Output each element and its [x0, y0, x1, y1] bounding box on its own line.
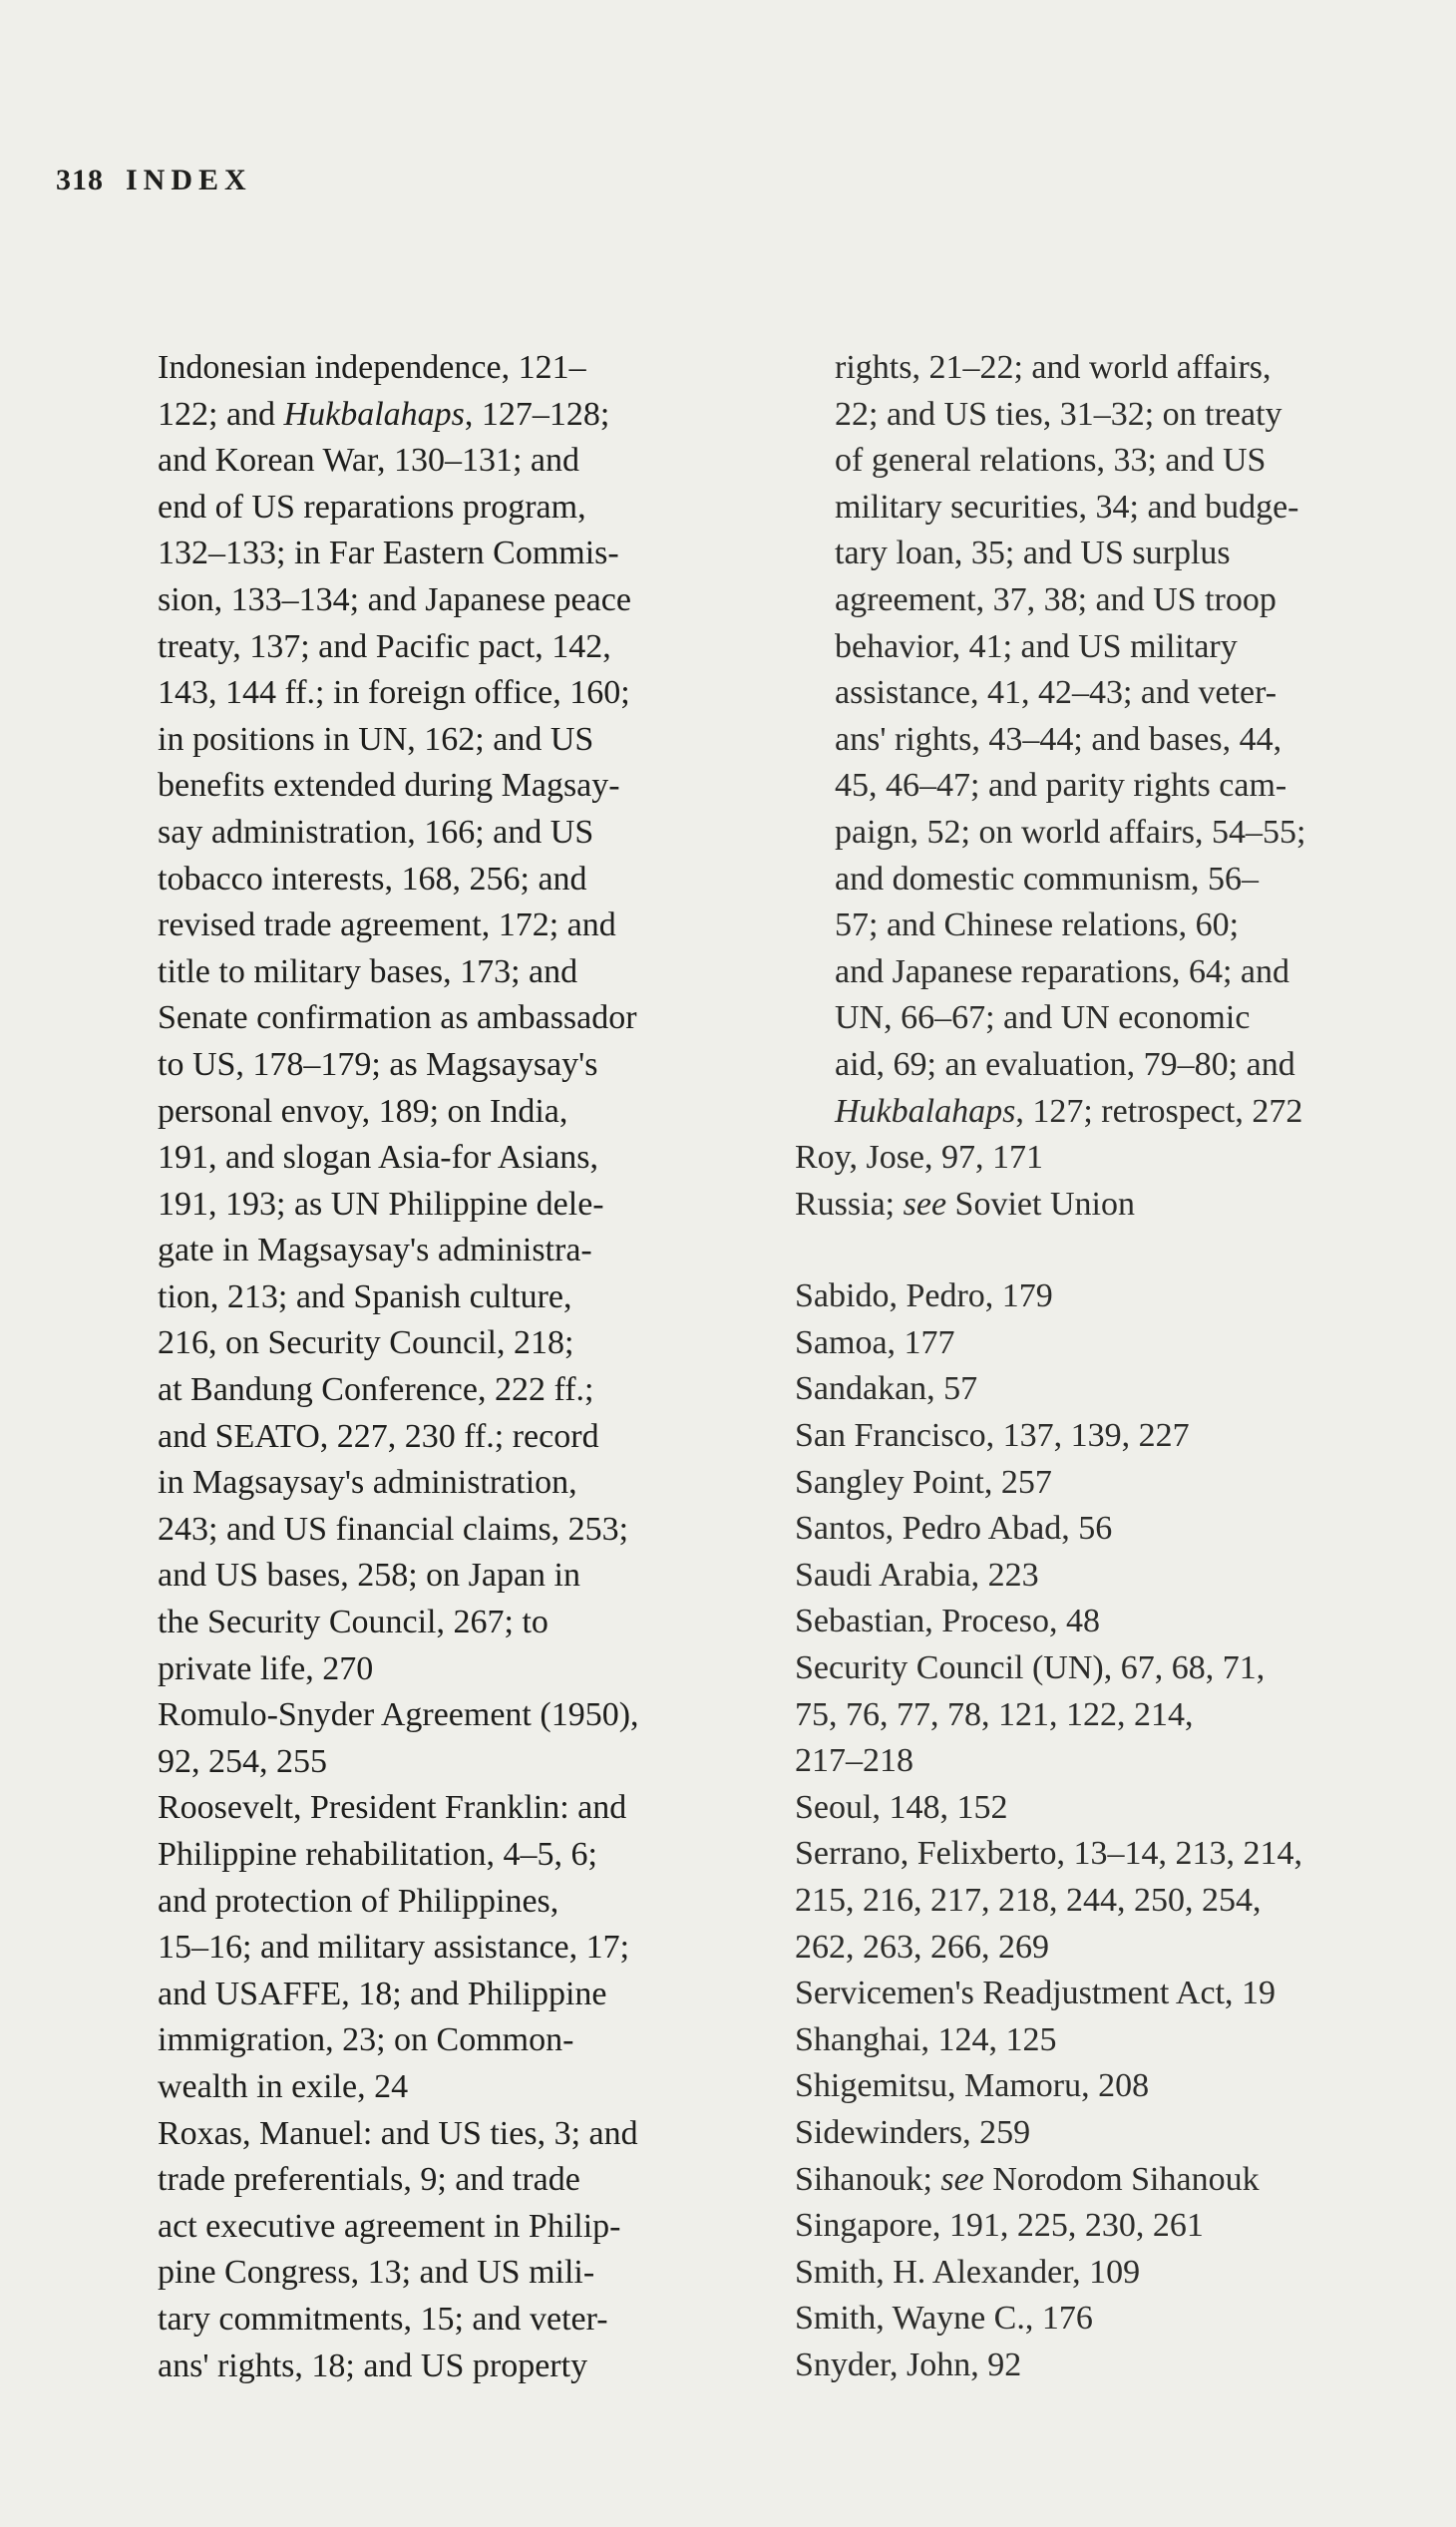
index-line: Security Council (UN), 67, 68, 71, [795, 1649, 1266, 1687]
index-line: 143, 144 ff.; in foreign office, 160; [158, 674, 630, 712]
index-line: Singapore, 191, 225, 230, 261 [795, 2207, 1204, 2245]
index-line: Sihanouk; see Norodom Sihanouk [795, 2160, 1260, 2198]
index-line: Servicemen's Readjustment Act, 19 [795, 1975, 1276, 2012]
index-line: Shanghai, 124, 125 [795, 2020, 1057, 2058]
running-header [56, 164, 252, 197]
index-line: gate in Magsaysay's administra- [158, 1232, 592, 1269]
index-line: end of US reparations program, [158, 488, 586, 526]
index-line: Sangley Point, 257 [795, 1463, 1052, 1501]
index-line: revised trade agreement, 172; and [158, 906, 616, 944]
letter-section-gap [795, 1228, 1403, 1273]
index-entries-left [158, 1692, 756, 2389]
index-line: private life, 270 [158, 1649, 374, 1687]
index-line: Sebastian, Proceso, 48 [795, 1603, 1100, 1640]
index-line: and USAFFE, 18; and Philippine [158, 1975, 607, 2012]
index-line: agreement, 37, 38; and US troop [835, 580, 1276, 618]
index-line: treaty, 137; and Pacific pact, 142, [158, 627, 611, 665]
index-entry [795, 1831, 1403, 1971]
index-entry [795, 2203, 1403, 2250]
index-line: ans' rights, 43–44; and bases, 44, [835, 720, 1282, 758]
index-entry [795, 2343, 1403, 2389]
index-line: Snyder, John, 92 [795, 2346, 1022, 2383]
index-entry [795, 1273, 1403, 1320]
index-line: assistance, 41, 42–43; and veter- [835, 674, 1277, 712]
index-line: ans' rights, 18; and US property [158, 2346, 588, 2384]
index-line: and Japanese reparations, 64; and [835, 952, 1289, 990]
index-line: Sabido, Pedro, 179 [795, 1277, 1053, 1315]
index-line: Shigemitsu, Mamoru, 208 [795, 2067, 1150, 2105]
index-entry [795, 1366, 1403, 1413]
index-line: military securities, 34; and budge- [835, 488, 1299, 526]
index-entry [795, 1506, 1403, 1553]
index-line: 132–133; in Far Eastern Commis- [158, 535, 619, 572]
index-entry [795, 1182, 1403, 1229]
index-line: 262, 263, 266, 269 [795, 1928, 1049, 1966]
index-line: of general relations, 33; and US [835, 442, 1267, 480]
index-line: title to military bases, 173; and [158, 952, 578, 990]
index-line: say administration, 166; and US [158, 813, 594, 851]
index-line: to US, 178–179; as Magsaysay's [158, 1045, 598, 1083]
index-entry [158, 1785, 756, 2110]
index-line: Senate confirmation as ambassador [158, 999, 637, 1037]
index-entry [795, 2250, 1403, 2297]
index-entry [795, 1645, 1403, 1785]
index-line: Serrano, Felixberto, 13–14, 213, 214, [795, 1835, 1302, 1873]
index-line: Indonesian independence, 121– [158, 349, 586, 386]
index-line: wealth in exile, 24 [158, 2067, 409, 2105]
index-line: 215, 216, 217, 218, 244, 250, 254, [795, 1882, 1262, 1919]
index-line: 217–218 [795, 1742, 913, 1780]
index-line: rights, 21–22; and world affairs, [835, 349, 1272, 386]
index-line: tion, 213; and Spanish culture, [158, 1277, 572, 1315]
index-entry [795, 1599, 1403, 1645]
index-entry [795, 1460, 1403, 1507]
section-title: INDEX [126, 164, 252, 196]
index-line: 15–16; and military assistance, 17; [158, 1929, 630, 1967]
index-entry-continuation [795, 345, 1403, 1135]
index-entry [795, 2157, 1403, 2204]
index-entry [795, 2017, 1403, 2064]
index-column-right [795, 345, 1403, 2389]
index-line: and US bases, 258; on Japan in [158, 1557, 581, 1595]
index-line: behavior, 41; and US military [835, 627, 1238, 665]
index-line: tary commitments, 15; and veter- [158, 2300, 608, 2338]
index-line: pine Congress, 13; and US mili- [158, 2254, 595, 2292]
index-line: Santos, Pedro Abad, 56 [795, 1510, 1113, 1548]
index-line: 45, 46–47; and parity rights cam- [835, 767, 1287, 805]
index-line: the Security Council, 267; to [158, 1604, 548, 1641]
index-entry [795, 2110, 1403, 2157]
index-line: 122; and Hukbalahaps, 127–128; [158, 395, 610, 433]
index-line: sion, 133–134; and Japanese peace [158, 580, 631, 618]
index-line: 57; and Chinese relations, 60; [835, 906, 1240, 944]
index-line: aid, 69; an evaluation, 79–80; and [835, 1045, 1295, 1083]
index-line: Philippine rehabilitation, 4–5, 6; [158, 1836, 598, 1873]
index-entries-s [795, 1273, 1403, 2388]
index-line: act executive agreement in Philip- [158, 2207, 621, 2245]
index-line: and domestic communism, 56– [835, 860, 1259, 898]
index-entry [795, 2063, 1403, 2110]
index-line: Sandakan, 57 [795, 1370, 978, 1408]
index-line: trade preferentials, 9; and trade [158, 2161, 580, 2199]
index-line: in Magsaysay's administration, [158, 1464, 577, 1502]
index-line: at Bandung Conference, 222 ff.; [158, 1371, 594, 1409]
index-entry [795, 1785, 1403, 1832]
index-entry [158, 2111, 756, 2390]
index-line: and Korean War, 130–131; and [158, 442, 579, 480]
index-column-left [158, 345, 756, 2389]
index-entry [795, 2296, 1403, 2343]
index-line: 92, 254, 255 [158, 1742, 327, 1780]
index-line: UN, 66–67; and UN economic [835, 999, 1251, 1037]
index-line: paign, 52; on world affairs, 54–55; [835, 813, 1306, 851]
index-line: 243; and US financial claims, 253; [158, 1510, 629, 1548]
index-line: and SEATO, 227, 230 ff.; record [158, 1417, 599, 1455]
index-line: 75, 76, 77, 78, 121, 122, 214, [795, 1695, 1194, 1733]
index-line: immigration, 23; on Common- [158, 2021, 574, 2059]
index-line: Sidewinders, 259 [795, 2113, 1031, 2151]
index-line: 22; and US ties, 31–32; on treaty [835, 395, 1282, 433]
index-line: 191, and slogan Asia-for Asians, [158, 1139, 598, 1177]
index-line: Romulo-Snyder Agreement (1950), [158, 1696, 639, 1734]
index-line: tobacco interests, 168, 256; and [158, 860, 587, 898]
index-line: Samoa, 177 [795, 1323, 955, 1361]
index-entry [795, 1553, 1403, 1600]
index-line: Seoul, 148, 152 [795, 1788, 1008, 1826]
index-line: Hukbalahaps, 127; retrospect, 272 [835, 1092, 1303, 1130]
index-line: 216, on Security Council, 218; [158, 1324, 574, 1362]
index-line: Roosevelt, President Franklin: and [158, 1789, 627, 1827]
page-number: 318 [56, 164, 104, 196]
index-line: personal envoy, 189; on India, [158, 1092, 568, 1130]
index-line: San Francisco, 137, 139, 227 [795, 1417, 1190, 1455]
index-entry [795, 1320, 1403, 1367]
index-line: Smith, H. Alexander, 109 [795, 2253, 1141, 2291]
index-entry [795, 1413, 1403, 1460]
index-line: Smith, Wayne C., 176 [795, 2300, 1093, 2338]
index-entry-continuation [158, 345, 756, 1692]
index-entry [158, 1692, 756, 1785]
index-line: 191, 193; as UN Philippine dele- [158, 1185, 604, 1223]
index-entries-r [795, 1135, 1403, 1228]
index-line: Saudi Arabia, 223 [795, 1556, 1039, 1594]
index-entry [795, 1135, 1403, 1182]
index-line: Roy, Jose, 97, 171 [795, 1139, 1044, 1177]
index-line: Russia; see Soviet Union [795, 1185, 1135, 1223]
index-line: in positions in UN, 162; and US [158, 720, 594, 758]
index-line: Roxas, Manuel: and US ties, 3; and [158, 2114, 638, 2152]
index-line: tary loan, 35; and US surplus [835, 535, 1231, 572]
index-line: benefits extended during Magsay- [158, 767, 620, 805]
index-line: and protection of Philippines, [158, 1882, 559, 1920]
index-entry [795, 1971, 1403, 2017]
